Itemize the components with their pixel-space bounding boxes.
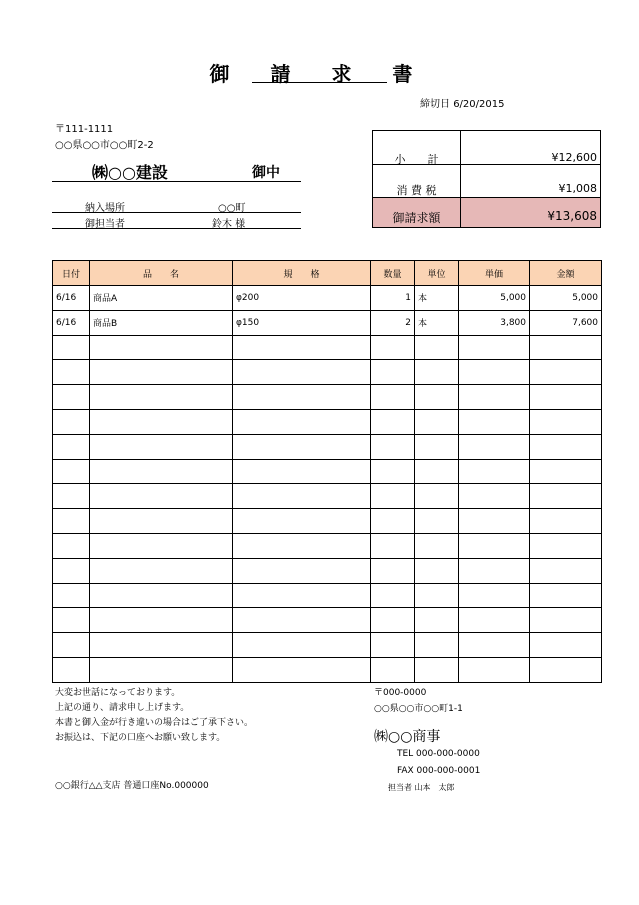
table-cell	[233, 335, 371, 360]
table-cell	[53, 335, 90, 360]
customer-address: ○○県○○市○○町2-2	[55, 140, 154, 151]
table-cell	[371, 409, 415, 434]
table-cell	[415, 657, 459, 682]
table-cell	[459, 533, 530, 558]
table-cell	[371, 385, 415, 410]
table-cell: 2	[371, 310, 415, 335]
table-cell	[233, 385, 371, 410]
table-cell	[53, 385, 90, 410]
issuer-address: ○○県○○市○○町1-1	[374, 704, 463, 714]
table-cell	[371, 633, 415, 658]
table-cell	[90, 509, 233, 534]
total-label: 御請求額	[392, 211, 441, 225]
total-value: ¥13,608	[547, 209, 597, 223]
table-cell	[371, 360, 415, 385]
table-row	[53, 310, 602, 335]
bank-account: ○○銀行△△支店 普通口座No.000000	[55, 781, 209, 791]
deadline-label: 締切日	[420, 99, 450, 110]
table-cell	[415, 484, 459, 509]
table-row	[53, 459, 602, 484]
table-cell	[53, 608, 90, 633]
table-cell	[90, 459, 233, 484]
table-cell	[530, 583, 602, 608]
table-cell	[530, 360, 602, 385]
table-cell	[90, 633, 233, 658]
table-row	[53, 286, 602, 311]
table-cell	[530, 385, 602, 410]
table-cell	[371, 533, 415, 558]
table-cell	[415, 633, 459, 658]
table-row	[53, 657, 602, 682]
table-cell	[530, 558, 602, 583]
table-cell: 7,600	[530, 310, 602, 335]
issuer-tel: TEL 000-000-0000	[397, 749, 480, 759]
table-header-row	[53, 261, 602, 286]
table-row	[53, 434, 602, 459]
header-date: 日付	[53, 261, 90, 286]
table-row	[53, 558, 602, 583]
deadline	[420, 95, 504, 110]
table-cell	[90, 434, 233, 459]
items-table	[52, 260, 601, 683]
table-row	[53, 583, 602, 608]
header-qty: 数量	[371, 261, 415, 286]
table-cell	[415, 509, 459, 534]
header-spec: 規 格	[233, 261, 371, 286]
table-cell	[371, 657, 415, 682]
message-block	[55, 686, 253, 746]
table-cell	[233, 509, 371, 534]
table-cell	[233, 533, 371, 558]
table-cell	[90, 484, 233, 509]
table-cell	[233, 434, 371, 459]
tax-label: 消 費 税	[396, 184, 437, 197]
table-cell	[459, 583, 530, 608]
table-cell: 本	[415, 310, 459, 335]
table-cell	[90, 533, 233, 558]
table-cell	[90, 360, 233, 385]
delivery-label: 納入場所	[85, 203, 125, 214]
delivery-underline	[52, 212, 301, 213]
header-unit: 単位	[415, 261, 459, 286]
table-cell	[53, 434, 90, 459]
issuer-person: 担当者 山本 太郎	[388, 783, 455, 792]
table-cell	[90, 558, 233, 583]
table-cell: 6/16	[53, 310, 90, 335]
table-cell	[53, 533, 90, 558]
table-cell	[371, 459, 415, 484]
table-cell	[530, 484, 602, 509]
table-cell	[530, 335, 602, 360]
title-underline	[252, 82, 387, 83]
table-cell	[233, 657, 371, 682]
table-cell: 本	[415, 286, 459, 311]
summary-divider	[460, 131, 461, 227]
message-line: 大変お世話になっております。	[55, 688, 181, 698]
table-cell	[53, 459, 90, 484]
table-cell	[90, 608, 233, 633]
table-cell	[233, 608, 371, 633]
table-cell	[53, 484, 90, 509]
table-row	[53, 360, 602, 385]
table-cell	[459, 385, 530, 410]
deadline-date: 6/20/2015	[453, 99, 505, 110]
table-row	[53, 608, 602, 633]
table-cell	[459, 509, 530, 534]
issuer-fax: FAX 000-000-0001	[397, 766, 481, 776]
table-cell	[371, 484, 415, 509]
table-cell	[53, 558, 90, 583]
table-cell	[371, 583, 415, 608]
table-cell: φ150	[233, 310, 371, 335]
customer-name-underline	[52, 181, 301, 182]
header-item: 品 名	[90, 261, 233, 286]
table-cell	[90, 385, 233, 410]
table-cell	[90, 583, 233, 608]
table-cell	[53, 509, 90, 534]
table-cell	[530, 459, 602, 484]
message-line: 上記の通り、請求申し上げます。	[55, 703, 190, 713]
table-cell	[415, 335, 459, 360]
person-underline	[52, 228, 301, 229]
issuer-postal: 〒000-0000	[374, 688, 427, 698]
table-cell	[415, 558, 459, 583]
customer-honorific: 御中	[252, 165, 280, 181]
table-cell	[371, 509, 415, 534]
message-line: 本書と御入金が行き違いの場合はご了承下さい。	[55, 718, 254, 728]
table-cell	[530, 657, 602, 682]
table-cell	[459, 633, 530, 658]
table-row	[53, 533, 602, 558]
table-cell	[90, 657, 233, 682]
table-cell	[459, 608, 530, 633]
summary-box	[372, 130, 601, 228]
tax-value: ¥1,008	[558, 182, 597, 195]
table-cell	[530, 633, 602, 658]
table-cell	[53, 409, 90, 434]
table-cell	[415, 434, 459, 459]
table-cell	[459, 484, 530, 509]
person-label: 御担当者	[85, 219, 125, 230]
table-cell	[459, 360, 530, 385]
message-line: お振込は、下記の口座へお願い致します。	[55, 733, 226, 743]
table-row	[53, 409, 602, 434]
table-cell	[459, 335, 530, 360]
table-cell	[233, 484, 371, 509]
table-cell	[371, 608, 415, 633]
table-cell	[530, 434, 602, 459]
table-cell	[459, 459, 530, 484]
table-cell	[530, 608, 602, 633]
table-cell	[53, 583, 90, 608]
table-cell	[415, 360, 459, 385]
table-cell	[233, 558, 371, 583]
table-cell	[233, 409, 371, 434]
table-cell	[415, 409, 459, 434]
table-cell	[371, 335, 415, 360]
table-cell	[53, 360, 90, 385]
person-value: 鈴木 様	[212, 219, 246, 230]
table-cell	[415, 583, 459, 608]
table-cell: 6/16	[53, 286, 90, 311]
table-cell	[233, 459, 371, 484]
table-cell	[233, 360, 371, 385]
header-amount: 金額	[530, 261, 602, 286]
header-price: 単価	[459, 261, 530, 286]
table-row	[53, 509, 602, 534]
table-row	[53, 335, 602, 360]
subtotal-label: 小 計	[394, 153, 439, 166]
table-cell: φ200	[233, 286, 371, 311]
table-cell	[530, 509, 602, 534]
table-cell	[90, 409, 233, 434]
table-cell: 1	[371, 286, 415, 311]
delivery-value: ○○町	[218, 203, 246, 214]
customer-postal: 〒111-1111	[55, 124, 114, 135]
table-cell	[233, 633, 371, 658]
document-title: 御 請 求 書	[209, 62, 430, 86]
table-row	[53, 385, 602, 410]
table-cell	[53, 633, 90, 658]
table-cell	[530, 409, 602, 434]
table-cell: 商品A	[90, 286, 233, 311]
table-cell	[459, 657, 530, 682]
table-cell	[90, 335, 233, 360]
table-cell	[459, 434, 530, 459]
table-cell	[415, 533, 459, 558]
table-cell	[371, 434, 415, 459]
table-cell	[459, 409, 530, 434]
table-row	[53, 633, 602, 658]
issuer-name: ㈱○○商事	[374, 729, 441, 745]
table-cell: 5,000	[530, 286, 602, 311]
table-cell: 3,800	[459, 310, 530, 335]
table-cell	[530, 533, 602, 558]
table-cell: 5,000	[459, 286, 530, 311]
customer-name: ㈱○○建設	[92, 163, 168, 182]
subtotal-value: ¥12,600	[551, 151, 597, 164]
table-cell	[371, 558, 415, 583]
table-cell	[415, 608, 459, 633]
table-cell	[53, 657, 90, 682]
table-cell	[459, 558, 530, 583]
table-row	[53, 484, 602, 509]
table-cell: 商品B	[90, 310, 233, 335]
table-cell	[233, 583, 371, 608]
table-cell	[415, 385, 459, 410]
table-cell	[415, 459, 459, 484]
